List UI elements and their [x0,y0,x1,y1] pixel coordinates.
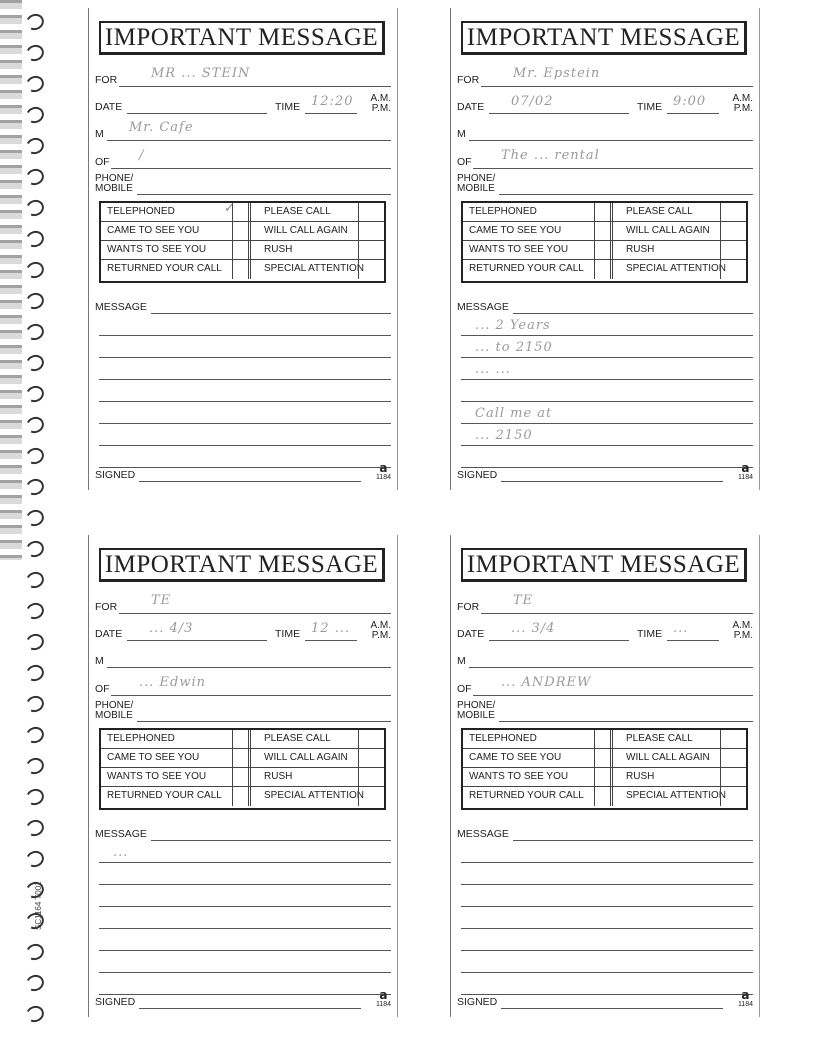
checkbox-wants-to-see-you[interactable] [594,241,613,259]
message-rule [99,884,391,885]
check-label-right: RUSH [626,244,655,255]
check-label-right: SPECIAL ATTENTION [626,263,727,274]
binding-ring [24,135,46,156]
for-label: FOR [457,601,480,613]
binding-ring [24,631,46,652]
phone-line [137,721,391,722]
message-handwriting: ... [113,845,129,860]
binding-ring [24,662,46,683]
message-line [513,840,753,841]
message-rule [99,335,391,336]
check-row [463,768,746,787]
message-rule [461,357,753,358]
message-rule [99,423,391,424]
am-label: A.M. [370,93,391,104]
form-logo [376,462,391,482]
check-mark-icon: ✓ [224,200,235,215]
binding-ring [24,414,46,435]
for-handwriting: TE [513,593,534,608]
check-row [463,203,746,222]
check-row [463,730,746,749]
message-rule [461,379,753,380]
am-pm-labels [732,621,753,641]
check-label-left: TELEPHONED [107,206,175,217]
check-table [461,728,748,810]
for-handwriting: MR ... STEIN [151,66,251,81]
message-rule [461,423,753,424]
binding-ring [24,724,46,745]
phone-mobile-label [95,701,133,721]
check-label-left: RETURNED YOUR CALL [107,790,222,801]
time-label: TIME [275,628,301,640]
spiral-binding [0,0,68,1056]
m-label: M [95,128,104,140]
checkbox-rush[interactable] [358,768,384,786]
check-table [461,201,748,283]
checkbox-please-call[interactable] [358,730,384,748]
date-line [489,113,629,114]
pm-label: P.M. [371,103,391,114]
check-row [101,241,384,260]
phone-line [137,194,391,195]
of-handwriting: / [139,148,145,163]
check-label-right: PLEASE CALL [264,206,331,217]
message-rule [99,906,391,907]
binding-ring [24,290,46,311]
phone-label: PHONE/ [457,173,496,184]
binding-ring [24,972,46,993]
date-label: DATE [95,628,123,640]
check-label-left: WANTS TO SEE YOU [469,244,569,255]
check-row [101,730,384,749]
message-rule [461,335,753,336]
form-number: 1184 [737,1001,753,1008]
brand-logo-icon: a [741,988,750,1002]
time-handwriting: 12:20 [311,94,354,109]
signed-line [501,1008,723,1009]
message-line [151,313,391,314]
of-line [473,168,753,169]
checkbox-please-call[interactable] [720,203,746,221]
date-label: DATE [95,101,123,113]
date-label: DATE [457,628,485,640]
check-label-right: WILL CALL AGAIN [264,752,348,763]
checkbox-returned-your-call[interactable] [232,787,251,806]
checkbox-telephoned[interactable] [594,203,613,221]
time-line [667,640,719,641]
side-form-code: SC1164 T001 [34,881,43,930]
am-pm-labels [370,621,391,641]
checkbox-will-call-again[interactable] [720,222,746,240]
phone-mobile-label [457,701,495,721]
message-rule [461,928,753,929]
check-row [463,787,746,806]
binding-ring [24,600,46,621]
message-rule [99,950,391,951]
phone-label: PHONE/ [457,700,496,711]
check-row [101,260,384,279]
time-line [305,113,357,114]
message-rule [99,379,391,380]
time-handwriting: ... [673,621,689,636]
check-row [463,222,746,241]
form-logo [738,989,753,1009]
slip-title: IMPORTANT MESSAGE [461,548,747,582]
for-handwriting: Mr. Epstein [513,66,601,81]
checkbox-special-attention[interactable] [358,787,384,806]
check-label-left: RETURNED YOUR CALL [469,790,584,801]
binding-ring [24,73,46,94]
time-line [667,113,719,114]
binding-ring [24,383,46,404]
date-line [127,113,267,114]
message-rule [461,467,753,468]
message-handwriting: ... 2 Years [475,318,551,333]
check-row [463,749,746,768]
m-label: M [95,655,104,667]
for-label: FOR [457,74,480,86]
am-label: A.M. [732,93,753,104]
phone-mobile-label [457,174,495,194]
checkbox-rush[interactable] [720,768,746,786]
check-label-right: SPECIAL ATTENTION [626,790,727,801]
m-line [469,667,753,668]
checkbox-will-call-again[interactable] [358,222,384,240]
check-label-left: RETURNED YOUR CALL [107,263,222,274]
binding-ring [24,42,46,63]
date-handwriting: ... 3/4 [511,621,556,636]
message-label: MESSAGE [457,301,509,313]
message-rule [461,445,753,446]
binding-ring [24,569,46,590]
binding-ring [24,848,46,869]
mobile-label: MOBILE [457,710,495,721]
binding-ring [24,817,46,838]
signed-label: SIGNED [95,996,136,1008]
signed-line [501,481,723,482]
form-number: 1184 [375,474,391,481]
message-label: MESSAGE [95,301,147,313]
time-line [305,640,357,641]
of-handwriting: ... ANDREW [501,675,592,690]
check-label-right: PLEASE CALL [264,733,331,744]
check-label-right: SPECIAL ATTENTION [264,263,365,274]
check-label-left: TELEPHONED [107,733,175,744]
checkbox-special-attention[interactable] [358,260,384,279]
message-slip-4 [450,535,760,1017]
phone-line [499,721,753,722]
binding-ring [24,11,46,32]
time-label: TIME [637,101,663,113]
checkbox-returned-your-call[interactable] [594,260,613,279]
binding-ring [24,228,46,249]
pm-label: P.M. [371,630,391,641]
for-line [481,613,753,614]
message-rule [99,972,391,973]
check-label-right: PLEASE CALL [626,733,693,744]
binding-ring [24,197,46,218]
binding-ring [24,259,46,280]
check-row [101,787,384,806]
date-line [489,640,629,641]
checkbox-wants-to-see-you[interactable] [232,768,251,786]
binding-ring [24,1003,46,1024]
message-handwriting: ... ... [475,362,511,377]
checkbox-wants-to-see-you[interactable] [594,768,613,786]
checkbox-special-attention[interactable] [720,260,746,279]
m-line [107,667,391,668]
binding-ring [24,476,46,497]
signed-line [139,1008,361,1009]
form-number: 1184 [375,1001,391,1008]
binding-ring [24,507,46,528]
binding-ring [24,786,46,807]
message-rule [99,467,391,468]
for-line [119,86,391,87]
time-label: TIME [637,628,663,640]
check-row [101,222,384,241]
m-line [107,140,391,141]
for-handwriting: TE [151,593,172,608]
check-label-left: CAME TO SEE YOU [469,752,562,763]
binding-ring [24,166,46,187]
time-handwriting: 9:00 [673,94,707,109]
check-row [101,749,384,768]
checkbox-came-to-see-you[interactable] [594,222,613,240]
binding-shadow [0,0,22,560]
mobile-label: MOBILE [95,710,133,721]
checkbox-telephoned[interactable] [594,730,613,748]
of-label: OF [457,683,472,695]
time-label: TIME [275,101,301,113]
message-rule [99,357,391,358]
checkbox-rush[interactable] [358,241,384,259]
binding-ring [24,693,46,714]
message-rule [461,950,753,951]
am-label: A.M. [370,620,391,631]
checkbox-special-attention[interactable] [720,787,746,806]
signed-label: SIGNED [95,469,136,481]
message-rule [461,994,753,995]
message-handwriting: ... to 2150 [475,340,553,355]
check-label-right: RUSH [626,771,655,782]
m-handwriting: Mr. Cafe [129,120,194,135]
binding-ring [24,538,46,559]
check-label-right: SPECIAL ATTENTION [264,790,365,801]
check-label-right: RUSH [264,244,293,255]
am-label: A.M. [732,620,753,631]
check-label-left: RETURNED YOUR CALL [469,263,584,274]
checkbox-please-call[interactable] [720,730,746,748]
message-rule [461,972,753,973]
m-label: M [457,128,466,140]
am-pm-labels [370,94,391,114]
form-number: 1184 [737,474,753,481]
of-handwriting: The ... rental [501,148,600,163]
check-label-left: WANTS TO SEE YOU [107,244,207,255]
checkbox-returned-your-call[interactable] [232,260,251,279]
check-row [101,203,384,222]
time-handwriting: 12 ... [311,621,351,636]
slip-title: IMPORTANT MESSAGE [461,21,747,55]
message-handwriting: Call me at [475,406,553,421]
date-handwriting: 07/02 [511,94,554,109]
form-logo [376,989,391,1009]
date-line [127,640,267,641]
binding-ring [24,104,46,125]
checkbox-rush[interactable] [720,241,746,259]
date-label: DATE [457,101,485,113]
message-rule [99,928,391,929]
message-label: MESSAGE [457,828,509,840]
pm-label: P.M. [733,103,753,114]
slip-title: IMPORTANT MESSAGE [99,21,385,55]
signed-line [139,481,361,482]
of-handwriting: ... Edwin [139,675,206,690]
for-line [119,613,391,614]
date-handwriting: ... 4/3 [149,621,194,636]
of-line [111,695,391,696]
slip-title: IMPORTANT MESSAGE [99,548,385,582]
check-row [463,260,746,279]
check-table [99,201,386,283]
checkbox-please-call[interactable] [358,203,384,221]
brand-logo-icon: a [741,461,750,475]
of-label: OF [95,683,110,695]
check-row [101,768,384,787]
am-pm-labels [732,94,753,114]
of-line [473,695,753,696]
check-label-right: WILL CALL AGAIN [626,225,710,236]
binding-ring [24,445,46,466]
message-handwriting: ... 2150 [475,428,533,443]
signed-label: SIGNED [457,469,498,481]
check-label-left: WANTS TO SEE YOU [107,771,207,782]
phone-mobile-label [95,174,133,194]
form-logo [738,462,753,482]
message-slip-3 [88,535,398,1017]
check-label-right: WILL CALL AGAIN [264,225,348,236]
checkbox-will-call-again[interactable] [720,749,746,767]
of-line [111,168,391,169]
checkbox-came-to-see-you[interactable] [232,749,251,767]
phone-label: PHONE/ [95,173,134,184]
check-table [99,728,386,810]
check-label-left: CAME TO SEE YOU [107,225,200,236]
phone-line [499,194,753,195]
message-rule [461,401,753,402]
message-line [513,313,753,314]
check-label-left: TELEPHONED [469,733,537,744]
check-label-right: WILL CALL AGAIN [626,752,710,763]
mobile-label: MOBILE [457,183,495,194]
mobile-label: MOBILE [95,183,133,194]
phone-label: PHONE/ [95,700,134,711]
checkbox-wants-to-see-you[interactable] [232,241,251,259]
message-rule [99,994,391,995]
check-label-left: CAME TO SEE YOU [107,752,200,763]
check-label-right: PLEASE CALL [626,206,693,217]
message-rule [99,862,391,863]
pm-label: P.M. [733,630,753,641]
signed-label: SIGNED [457,996,498,1008]
checkbox-returned-your-call[interactable] [594,787,613,806]
message-slip-1 [88,8,398,490]
checkbox-telephoned[interactable] [232,730,251,748]
check-label-left: WANTS TO SEE YOU [469,771,569,782]
message-line [151,840,391,841]
message-rule [99,445,391,446]
check-row [463,241,746,260]
binding-ring [24,755,46,776]
message-rule [99,401,391,402]
brand-logo-icon: a [379,988,388,1002]
brand-logo-icon: a [379,461,388,475]
m-line [469,140,753,141]
message-slip-2 [450,8,760,490]
for-label: FOR [95,601,118,613]
m-label: M [457,655,466,667]
checkbox-will-call-again[interactable] [358,749,384,767]
binding-ring [24,352,46,373]
binding-ring [24,941,46,962]
message-rule [461,862,753,863]
check-label-left: TELEPHONED [469,206,537,217]
check-label-right: RUSH [264,771,293,782]
message-rule [461,906,753,907]
checkbox-came-to-see-you[interactable] [594,749,613,767]
message-label: MESSAGE [95,828,147,840]
check-label-left: CAME TO SEE YOU [469,225,562,236]
binding-ring [24,321,46,342]
for-label: FOR [95,74,118,86]
of-label: OF [95,156,110,168]
message-rule [461,884,753,885]
for-line [481,86,753,87]
checkbox-came-to-see-you[interactable] [232,222,251,240]
of-label: OF [457,156,472,168]
